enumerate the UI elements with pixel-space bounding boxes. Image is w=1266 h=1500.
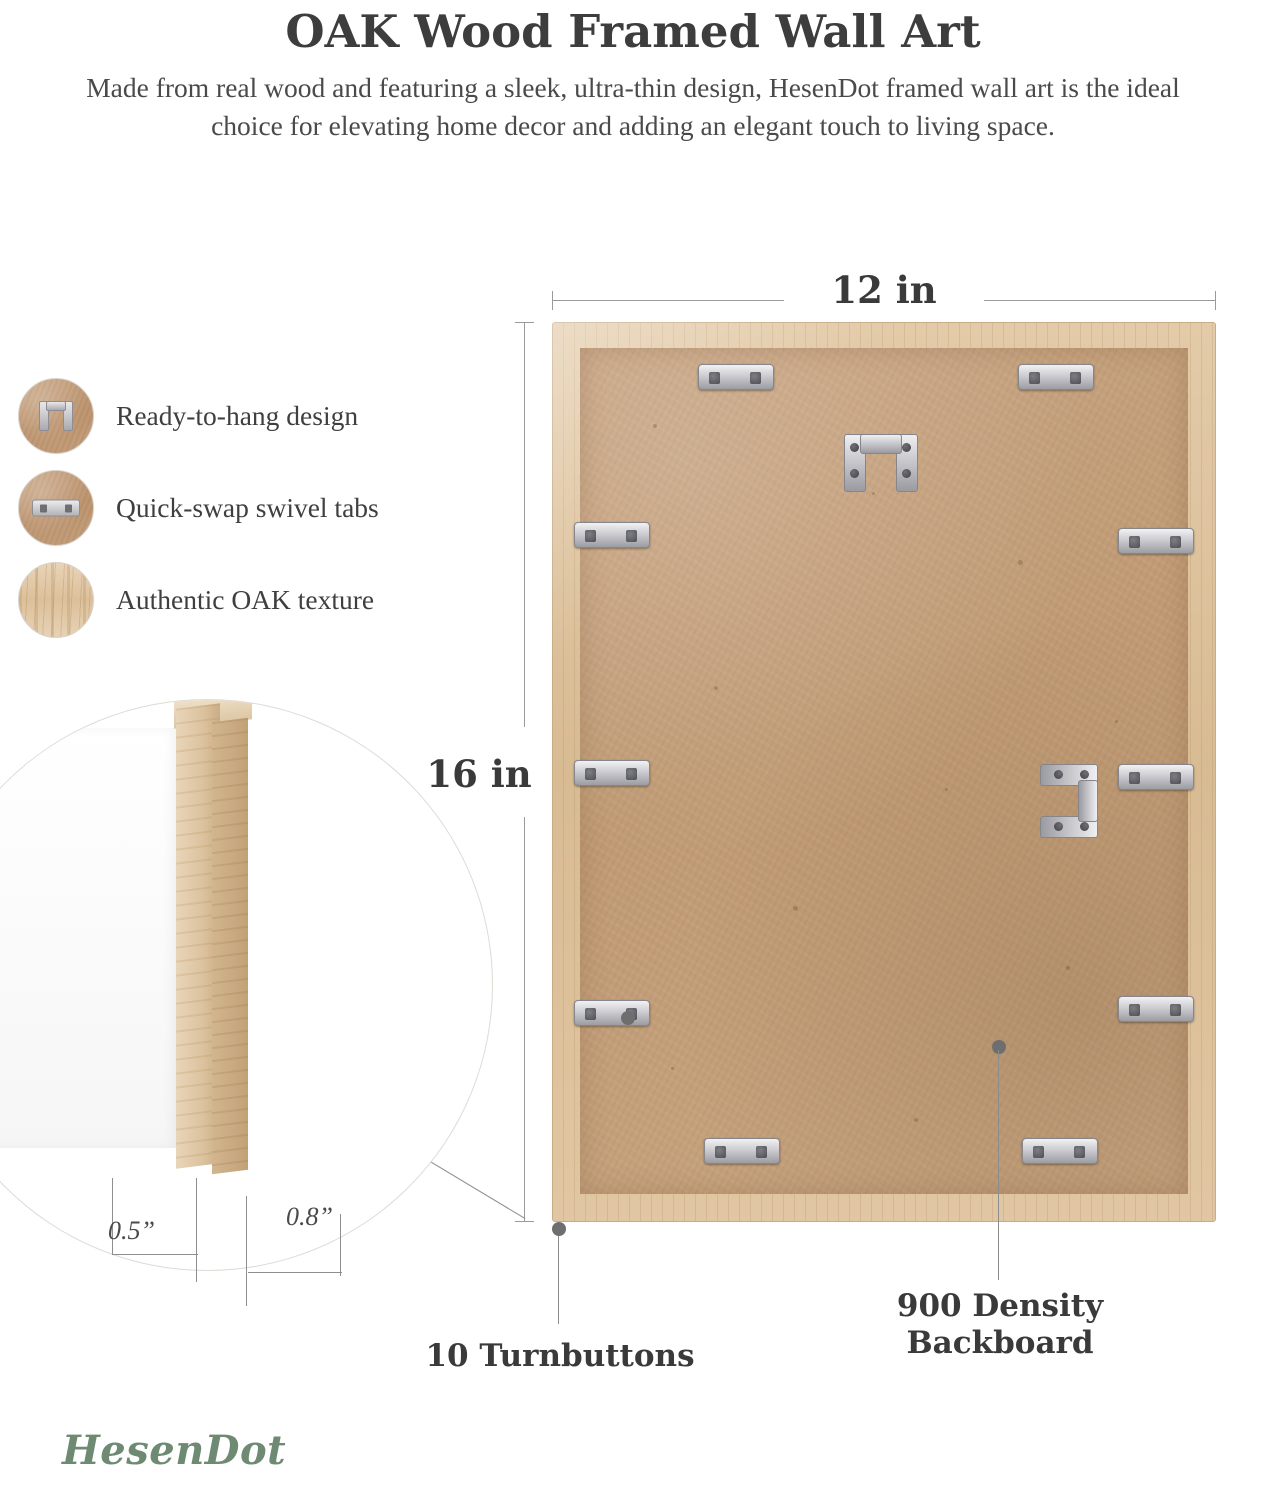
turnbutton [1018,364,1094,390]
turnbutton [574,1000,650,1026]
page-subtitle: Made from real wood and featuring a sleek, ultra-thin design, HesenDot framed wall art is the ideal choice for elevating home decor and adding an elegant touch to living space. [86,72,1180,142]
turnbutton [1118,996,1194,1022]
backboard-callout-label [832,1288,1168,1361]
turnbutton [574,760,650,786]
artwork-white-surface [0,728,178,1148]
width-dim-line [248,1272,342,1273]
turnbutton [574,522,650,548]
turnbutton-tab-icon [18,470,94,546]
feature-label: Quick-swap swivel tabs [116,492,379,523]
brand-logo: HesenDot [62,1427,287,1474]
feature-label: Ready-to-hang design [116,400,359,431]
depth-dim-line [112,1254,198,1255]
depth-dim-tick-mid [196,1178,197,1282]
width-dimension-label: 12 in [831,268,937,312]
depth-dim-tick-right [246,1196,247,1306]
backboard-callout-dot [992,1040,1006,1054]
page-title: OAK Wood Framed Wall Art [285,5,981,58]
height-dimension-label: 16 in [426,752,532,796]
backboard-callout-line1: 900 Density [896,1288,1104,1324]
list-item [18,370,488,462]
turnbutton [1118,528,1194,554]
hanger-hardware-icon [18,378,94,454]
width-dimension-line [552,300,1216,302]
list-item [18,462,488,554]
turnbutton-callout-label: 10 Turnbuttons [425,1338,695,1374]
frame-side-profile [212,718,248,1174]
frame-depth-label: 0.5” [108,1216,155,1245]
turnbutton [704,1138,780,1164]
frame-back-view [552,322,1216,1222]
height-dimension-line [524,322,526,1222]
feature-label: Authentic OAK texture [116,584,375,615]
turnbutton [698,364,774,390]
header [0,0,1266,145]
backboard-callout-line2: Backboard [906,1324,1094,1361]
frame-width-label: 0.8” [286,1202,333,1231]
oak-wood-swatch-icon [18,562,94,638]
turnbutton [1118,764,1194,790]
turnbutton-callout-dot [621,1011,635,1025]
turnbutton-callout-leader-vertical [558,1228,559,1324]
width-dim-tick-right [340,1214,341,1276]
sawtooth-hanger-icon [844,434,918,492]
turnbutton [1022,1138,1098,1164]
backboard-callout-leader [998,1050,999,1280]
list-item [18,554,488,646]
sawtooth-hanger-icon-secondary [1040,764,1098,838]
feature-list [18,370,488,646]
turnbutton-callout-dot-2 [552,1222,566,1236]
